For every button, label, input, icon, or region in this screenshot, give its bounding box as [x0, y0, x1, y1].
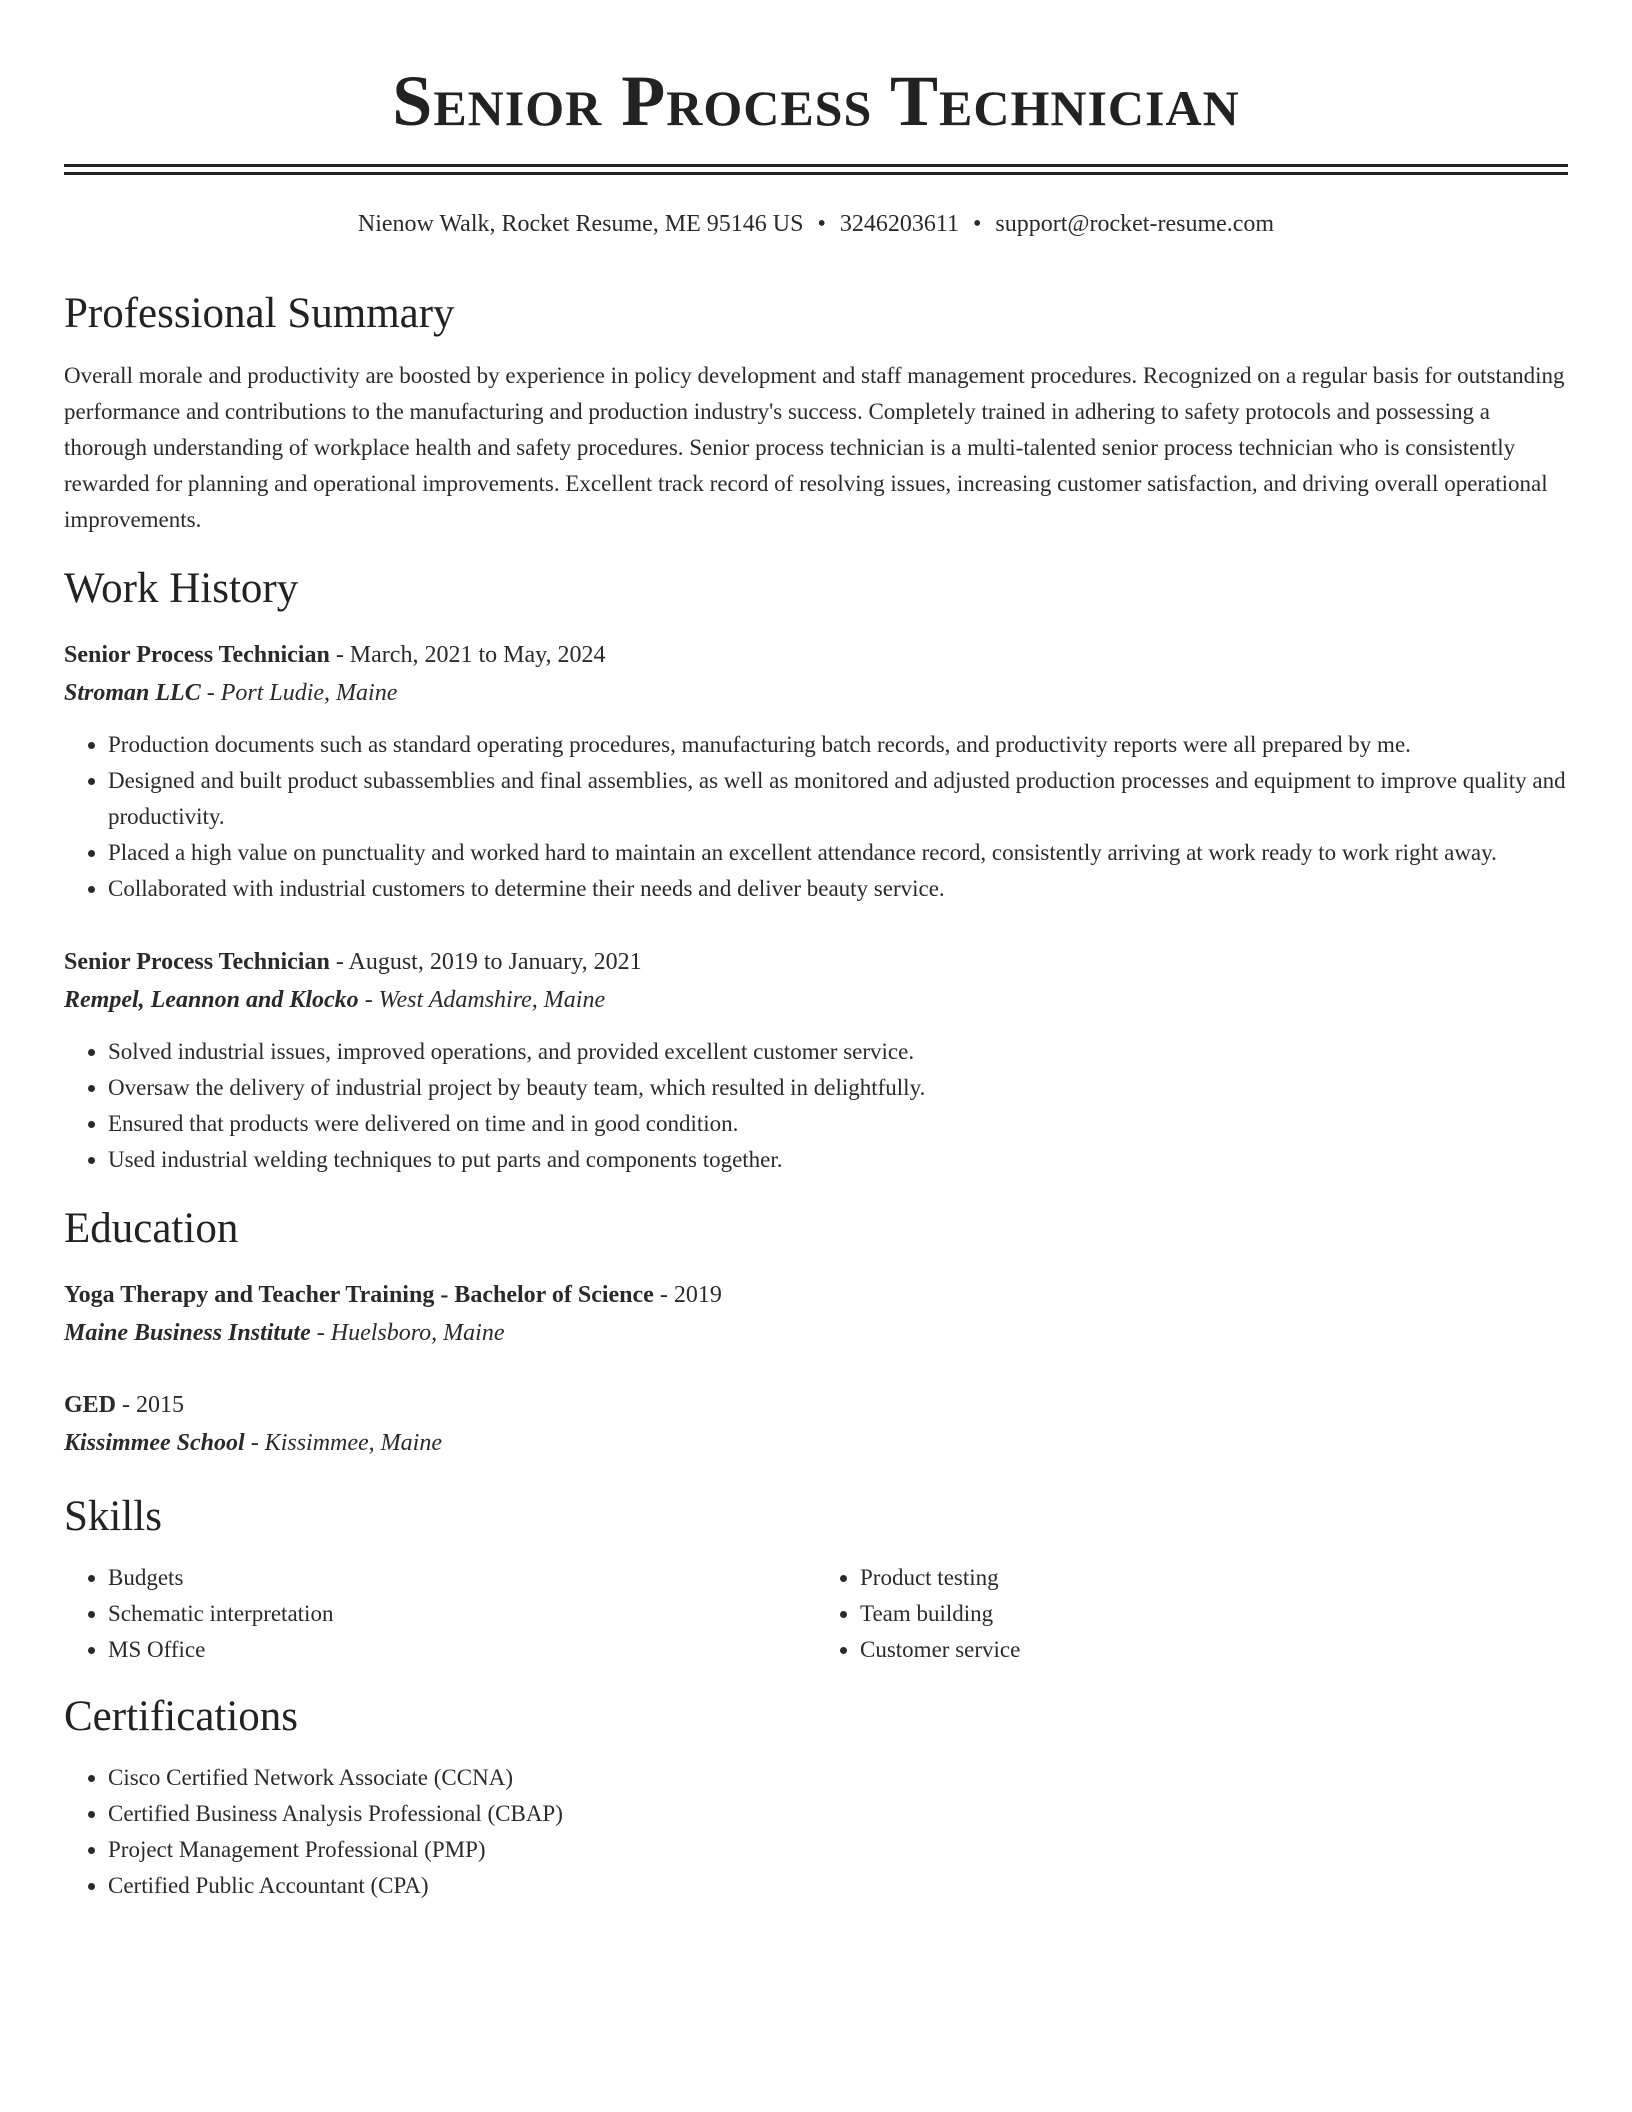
section-heading-summary: Professional Summary: [64, 290, 455, 337]
job-bullets: [64, 727, 1568, 907]
education-degree-line: [64, 1386, 1568, 1424]
summary-text: Overall morale and productivity are boosted by experience in policy development and staff management procedures. Recognized on a regular basis for outstanding performance and contributions to the manufacturing and production industry's success. Completely trained in adhering to safety protocols and possessing a thorough understanding of workplace health and safety procedures. Senior process technician is a multi-talented senior process technician who is consistently rewarded for planning and operational improvements. Excellent track record of resolving issues, increasing customer satisfaction, and driving overall operational improvements.: [64, 363, 1565, 532]
list-item: • Oversaw the delivery of industrial project by beauty team, which resulted in delightfully.: [108, 1070, 1568, 1106]
list-item: • Project Management Professional (PMP): [108, 1832, 1568, 1868]
certifications-list: [64, 1760, 1568, 1904]
list-item: • MS Office: [108, 1632, 816, 1668]
education-school: Kissimmee School: [64, 1430, 245, 1456]
job-company: Rempel, Leannon and Klocko: [64, 987, 359, 1013]
list-item: • Used industrial welding techniques to put parts and components together.: [108, 1142, 1568, 1178]
job-title-line: [64, 943, 1568, 981]
list-item: • Placed a high value on punctuality and worked hard to maintain an excellent attendance record, consistently arriving at work ready to work right away.: [108, 835, 1568, 871]
separator-dot: •: [973, 211, 982, 237]
section-heading-work-history: Work History: [64, 565, 299, 612]
list-item: • Certified Business Analysis Professional (CBAP): [108, 1796, 1568, 1832]
contact-email[interactable]: support@rocket-resume.com: [995, 211, 1275, 237]
list-item: • Solved industrial issues, improved operations, and provided excellent customer service.: [108, 1034, 1568, 1070]
list-item: • Designed and built product subassemblies and final assemblies, as well as monitored and adjusted production processes and equipment to improve quality and productivity.: [108, 763, 1568, 835]
job-dates: - August, 2019 to January, 2021: [329, 949, 642, 975]
job-title: Senior Process Technician: [64, 949, 330, 975]
certifications-block: [64, 1760, 1568, 1904]
job-company: Stroman LLC: [64, 680, 201, 706]
education-degree: GED: [64, 1392, 117, 1418]
section-heading-education: Education: [64, 1205, 239, 1252]
list-item: • Budgets: [108, 1560, 816, 1596]
header-double-rule: [64, 164, 1568, 175]
education-entry: [64, 1276, 1568, 1352]
education-year: - 2015: [116, 1392, 185, 1418]
job-title: Senior Process Technician: [64, 642, 330, 668]
job-company-line: [64, 981, 1568, 1019]
resume-name-title: Senior Process Technician: [392, 61, 1240, 141]
contact-phone[interactable]: 3246203611: [839, 211, 959, 237]
education-school-line: [64, 1314, 1568, 1352]
list-item: • Customer service: [860, 1632, 1568, 1668]
education-year: - 2019: [653, 1282, 722, 1308]
contact-line: [64, 209, 1568, 239]
list-item: • Team building: [860, 1596, 1568, 1632]
education-school: Maine Business Institute: [64, 1320, 311, 1346]
list-item: • Collaborated with industrial customers to determine their needs and deliver beauty service.: [108, 871, 1568, 907]
list-item: • Ensured that products were delivered on time and in good condition.: [108, 1106, 1568, 1142]
job-title-line: [64, 636, 1568, 674]
list-item: • Cisco Certified Network Associate (CCNA): [108, 1760, 1568, 1796]
list-item: • Production documents such as standard operating procedures, manufacturing batch records, and productivity reports were all prepared by me.: [108, 727, 1568, 763]
section-heading-skills: Skills: [64, 1493, 162, 1540]
job-location: - West Adamshire, Maine: [358, 987, 606, 1013]
job-dates: - March, 2021 to May, 2024: [329, 642, 606, 668]
education-location: - Kissimmee, Maine: [244, 1430, 442, 1456]
job-bullets: [64, 1034, 1568, 1178]
separator-dot: •: [817, 211, 826, 237]
education-entry: [64, 1386, 1568, 1462]
education-school-line: [64, 1424, 1568, 1462]
list-item: • Schematic interpretation: [108, 1596, 816, 1632]
job-entry: [64, 636, 1568, 907]
job-entry: [64, 943, 1568, 1178]
skills-list-left: [64, 1560, 816, 1668]
education-degree: Yoga Therapy and Teacher Training - Bachelor of Science: [64, 1282, 654, 1308]
contact-address: Nienow Walk, Rocket Resume, ME 95146 US: [357, 211, 804, 237]
job-location: - Port Ludie, Maine: [200, 680, 398, 706]
list-item: • Certified Public Accountant (CPA): [108, 1868, 1568, 1904]
skills-columns: [64, 1560, 1568, 1668]
education-degree-line: [64, 1276, 1568, 1314]
job-company-line: [64, 674, 1568, 712]
education-location: - Huelsboro, Maine: [310, 1320, 505, 1346]
skills-list-right: [816, 1560, 1568, 1668]
section-heading-certifications: Certifications: [64, 1693, 299, 1740]
list-item: • Product testing: [860, 1560, 1568, 1596]
